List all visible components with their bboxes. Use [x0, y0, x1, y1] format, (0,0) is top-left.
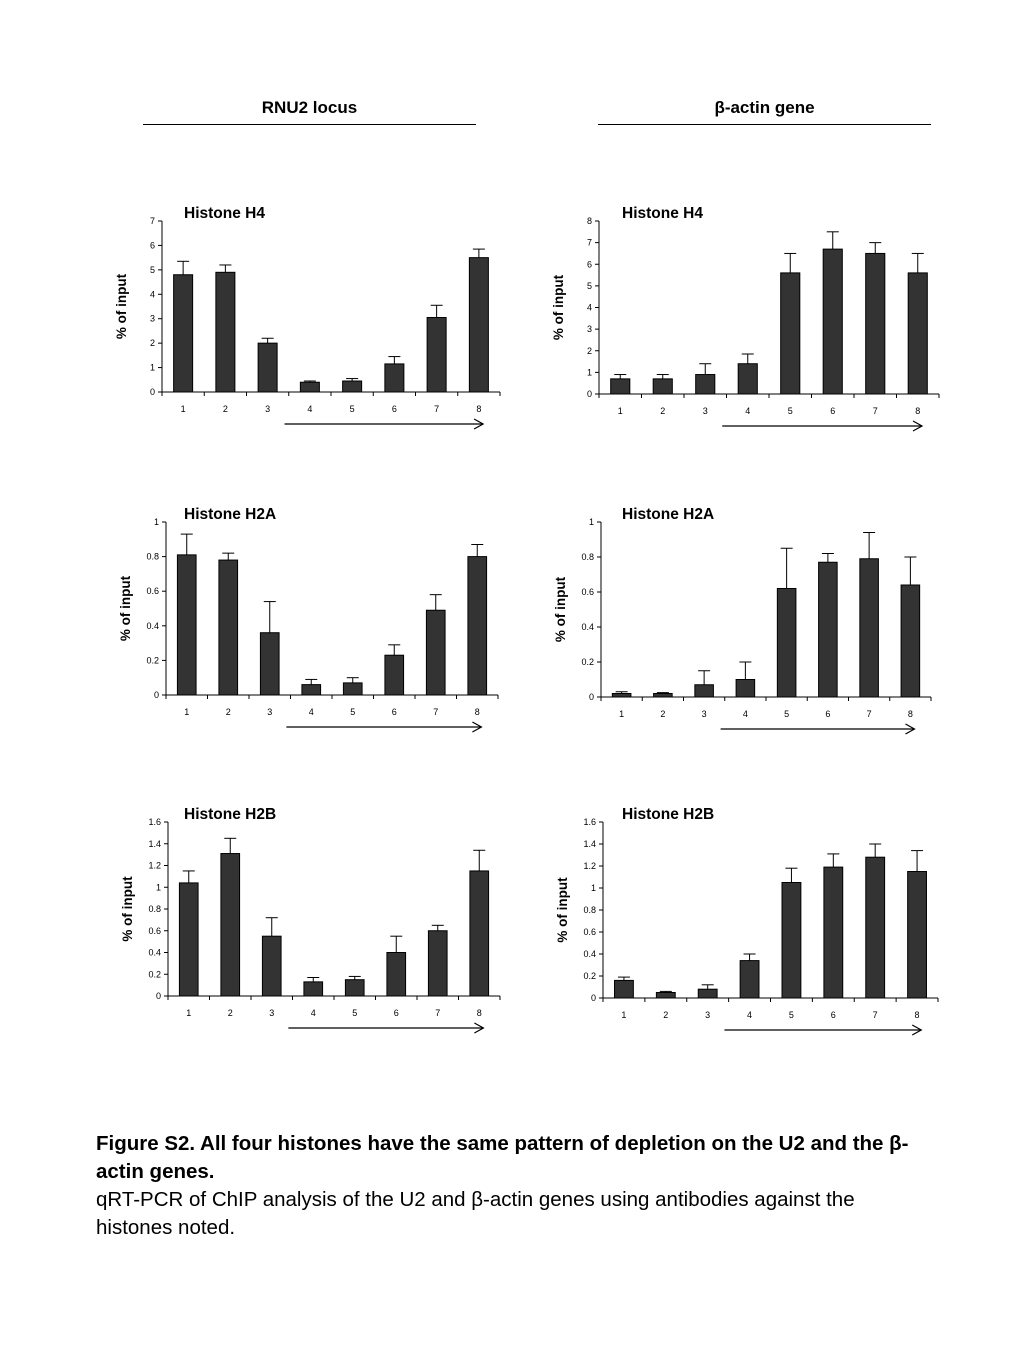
- x-tick-label: 3: [705, 1010, 711, 1020]
- chart-title: Histone H2A: [622, 506, 715, 523]
- bar: [428, 931, 447, 996]
- x-tick-label: 2: [227, 1008, 233, 1018]
- y-tick-label: 5: [149, 264, 155, 275]
- bar: [469, 258, 488, 392]
- y-axis-label: % of input: [120, 876, 135, 942]
- bar: [612, 694, 631, 698]
- x-tick-label: 4: [307, 404, 313, 414]
- bar: [823, 249, 842, 394]
- y-tick-label: 4: [586, 302, 592, 313]
- y-axis-label: % of input: [553, 576, 568, 643]
- y-tick-label: 1: [155, 882, 161, 893]
- x-tick-label: 6: [391, 404, 397, 414]
- y-tick-label: 1: [590, 883, 596, 893]
- y-axis-label: % of input: [551, 274, 566, 341]
- y-tick-label: 1.4: [583, 839, 596, 849]
- bar: [300, 382, 319, 392]
- bar: [262, 936, 281, 996]
- x-tick-label: 2: [225, 707, 231, 717]
- caption-body: qRT-PCR of ChIP analysis of the U2 and β-actin genes using antibodies against the histones noted.: [96, 1188, 855, 1239]
- x-tick-label: 4: [310, 1008, 316, 1018]
- x-tick-label: 8: [476, 1008, 482, 1018]
- bar: [654, 694, 673, 698]
- bar: [343, 381, 362, 392]
- chart-actin-h2b: [550, 797, 950, 1042]
- x-tick-label: 7: [872, 1010, 878, 1020]
- bar: [179, 883, 198, 996]
- rnu2-locus-rule: [143, 124, 476, 125]
- y-tick-label: 0.8: [148, 904, 161, 914]
- y-tick-label: 8: [586, 216, 592, 226]
- x-tick-label: 1: [180, 404, 186, 414]
- bar: [385, 655, 404, 695]
- chart-title: Histone H4: [622, 205, 703, 222]
- bar: [653, 379, 672, 394]
- bar: [908, 273, 927, 394]
- x-tick-label: 7: [433, 707, 439, 717]
- y-tick-label: 0.4: [148, 947, 161, 958]
- chart-title: Histone H2A: [184, 506, 277, 523]
- x-tick-label: 4: [747, 1010, 753, 1020]
- x-tick-label: 5: [349, 404, 355, 414]
- y-tick-label: 0.2: [146, 655, 159, 666]
- y-tick-label: 0.6: [583, 927, 596, 937]
- y-tick-label: 5: [586, 280, 592, 291]
- chart-title: Histone H2B: [184, 806, 277, 823]
- bar: [426, 610, 445, 695]
- bar: [258, 343, 277, 392]
- bar: [302, 685, 321, 695]
- y-tick-label: 0: [153, 690, 159, 700]
- bar: [781, 273, 800, 394]
- bar: [740, 961, 759, 998]
- y-axis-label: % of input: [114, 273, 129, 340]
- x-tick-label: 7: [866, 709, 872, 719]
- bar: [866, 857, 885, 998]
- y-tick-label: 7: [586, 237, 592, 248]
- y-tick-label: 1: [588, 517, 594, 527]
- bar: [470, 871, 489, 996]
- caption-title: Figure S2. All four histones have the same pattern of depletion on the U2 and the β-actin genes.: [96, 1132, 909, 1183]
- beta-actin-gene-rule: [598, 124, 931, 125]
- bar: [219, 560, 238, 695]
- x-tick-label: 3: [269, 1008, 275, 1018]
- y-tick-label: 1: [149, 362, 155, 373]
- bar: [695, 685, 714, 697]
- bar: [345, 980, 364, 996]
- x-tick-label: 2: [222, 404, 228, 414]
- y-tick-label: 0.2: [581, 657, 594, 667]
- bar: [216, 272, 235, 392]
- y-tick-label: 1.6: [148, 817, 161, 827]
- bar: [174, 275, 193, 392]
- y-tick-label: 2: [149, 338, 155, 349]
- bar: [387, 953, 406, 997]
- x-tick-label: 6: [830, 1010, 836, 1020]
- x-tick-label: 6: [393, 1008, 399, 1018]
- x-tick-label: 2: [660, 406, 666, 416]
- x-tick-label: 1: [186, 1008, 192, 1018]
- chart-rnu2-h2a: [112, 498, 512, 743]
- y-tick-label: 1: [153, 517, 159, 527]
- x-tick-label: 1: [184, 707, 190, 717]
- y-axis-label: % of input: [555, 877, 570, 943]
- y-tick-label: 1.6: [583, 817, 596, 827]
- y-tick-label: 0.2: [148, 969, 161, 980]
- x-tick-label: 7: [434, 404, 440, 414]
- y-tick-label: 1.2: [583, 861, 596, 871]
- x-tick-label: 1: [619, 709, 625, 719]
- chart-actin-h2a: [550, 498, 950, 743]
- x-tick-label: 3: [702, 406, 708, 416]
- bar: [901, 585, 920, 697]
- chart-rnu2-h2b: [112, 797, 512, 1042]
- y-tick-label: 1.2: [148, 860, 161, 871]
- x-tick-label: 4: [742, 709, 748, 719]
- bar: [343, 683, 362, 695]
- y-tick-label: 3: [149, 313, 155, 324]
- y-tick-label: 4: [149, 289, 155, 300]
- bar: [819, 562, 838, 697]
- chart-rnu2-h4: [112, 195, 512, 440]
- x-tick-label: 5: [350, 707, 356, 717]
- y-tick-label: 7: [149, 216, 155, 226]
- x-tick-label: 8: [907, 709, 913, 719]
- x-tick-label: 8: [476, 404, 482, 414]
- x-tick-label: 8: [915, 406, 921, 416]
- y-tick-label: 0.2: [583, 971, 596, 981]
- chart-actin-h4: [550, 195, 950, 440]
- y-tick-label: 0.6: [581, 587, 594, 597]
- bar: [177, 555, 196, 695]
- bar: [866, 253, 885, 394]
- bar: [698, 989, 717, 998]
- x-tick-label: 6: [830, 406, 836, 416]
- x-tick-label: 7: [435, 1008, 441, 1018]
- x-tick-label: 7: [872, 406, 878, 416]
- y-tick-label: 3: [586, 324, 592, 335]
- bar: [427, 317, 446, 392]
- bar: [260, 633, 279, 695]
- y-tick-label: 0: [149, 387, 155, 397]
- y-tick-label: 0: [588, 692, 594, 702]
- y-tick-label: 0.4: [581, 622, 594, 632]
- bar: [304, 982, 323, 996]
- x-tick-label: 4: [745, 406, 751, 416]
- beta-actin-gene-title: β-actin gene: [714, 98, 815, 117]
- bar: [656, 993, 675, 999]
- figure-caption: [96, 1130, 926, 1242]
- x-tick-label: 2: [660, 709, 666, 719]
- x-tick-label: 5: [784, 709, 790, 719]
- y-tick-label: 0.4: [146, 620, 159, 631]
- x-tick-label: 2: [663, 1010, 669, 1020]
- y-tick-label: 0.8: [146, 551, 159, 562]
- chart-title: Histone H4: [184, 205, 265, 222]
- bar: [908, 872, 927, 999]
- y-tick-label: 6: [586, 259, 592, 270]
- bar: [696, 375, 715, 394]
- x-tick-label: 1: [621, 1010, 627, 1020]
- y-tick-label: 2: [586, 345, 592, 356]
- x-tick-label: 5: [787, 406, 793, 416]
- x-tick-label: 3: [265, 404, 271, 414]
- y-tick-label: 0.6: [146, 586, 159, 597]
- x-tick-label: 8: [914, 1010, 920, 1020]
- rnu2-locus-title: RNU2 locus: [261, 98, 358, 117]
- x-tick-label: 3: [267, 707, 273, 717]
- x-tick-label: 5: [788, 1010, 794, 1020]
- y-tick-label: 1.4: [148, 838, 161, 849]
- x-tick-label: 6: [391, 707, 397, 717]
- x-tick-label: 1: [617, 406, 623, 416]
- bar: [385, 364, 404, 392]
- x-tick-label: 4: [308, 707, 314, 717]
- bar: [736, 680, 755, 698]
- bar: [777, 589, 796, 698]
- bar: [782, 883, 801, 999]
- y-tick-label: 0: [155, 991, 161, 1001]
- bar: [860, 559, 879, 697]
- y-tick-label: 6: [149, 240, 155, 251]
- x-tick-label: 3: [701, 709, 707, 719]
- x-tick-label: 5: [352, 1008, 358, 1018]
- y-tick-label: 1: [586, 367, 592, 378]
- y-tick-label: 0: [590, 993, 596, 1003]
- x-tick-label: 8: [474, 707, 480, 717]
- y-tick-label: 0.8: [581, 552, 594, 562]
- y-tick-label: 0.6: [148, 925, 161, 936]
- y-tick-label: 0: [586, 389, 592, 399]
- y-axis-label: % of input: [118, 575, 133, 642]
- bar: [221, 854, 240, 996]
- bar: [611, 379, 630, 394]
- bar: [824, 867, 843, 998]
- bar: [468, 557, 487, 695]
- x-tick-label: 6: [825, 709, 831, 719]
- bar: [615, 980, 634, 998]
- y-tick-label: 0.8: [583, 905, 596, 915]
- chart-title: Histone H2B: [622, 806, 715, 823]
- bar: [738, 364, 757, 394]
- y-tick-label: 0.4: [583, 949, 596, 959]
